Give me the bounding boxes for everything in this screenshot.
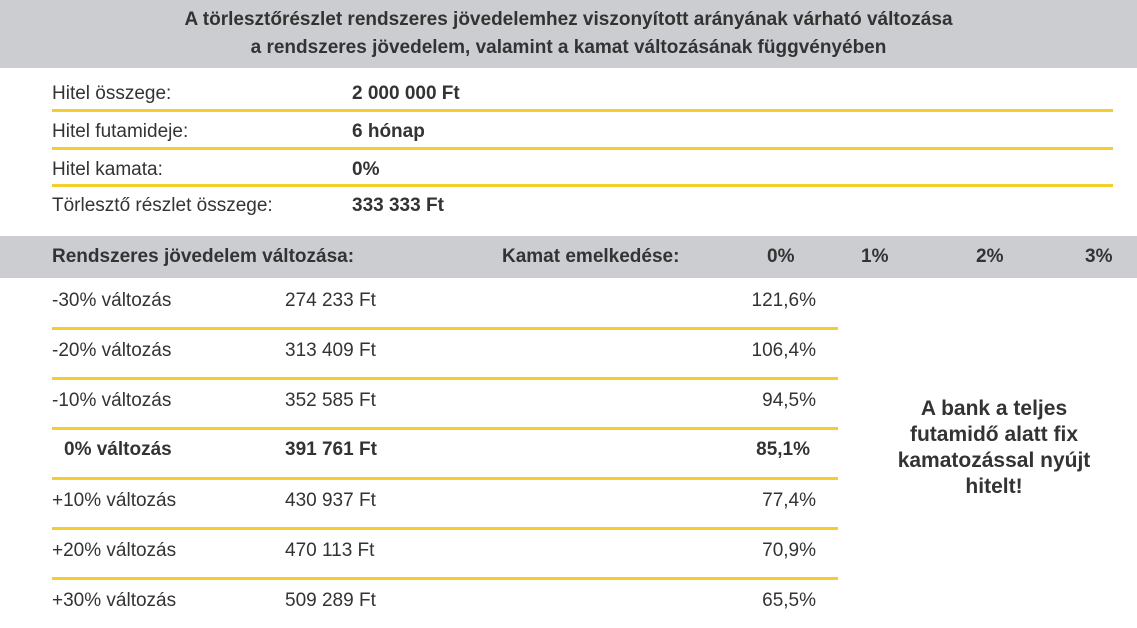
table-row	[0, 478, 840, 528]
income-cell: 352 585 Ft	[285, 390, 376, 411]
loan-term-value: 6 hónap	[352, 121, 425, 142]
ratio-cell: 70,9%	[762, 540, 816, 561]
loan-interest-value: 0%	[352, 159, 380, 180]
ratio-cell: 106,4%	[751, 340, 816, 361]
rate-header-1: 1%	[861, 246, 889, 267]
loan-term-row	[52, 110, 1113, 147]
income-cell: 313 409 Ft	[285, 340, 376, 361]
ratio-cell: 65,5%	[762, 590, 816, 611]
change-cell: -20% változás	[52, 340, 172, 361]
income-cell: 509 289 Ft	[285, 590, 376, 611]
title-line-1: A törlesztőrészlet rendszeres jövedelemhez viszonyított arányának várható változása	[184, 9, 953, 30]
table-row	[0, 328, 840, 378]
table-row	[0, 578, 840, 628]
change-cell: -10% változás	[52, 390, 172, 411]
ratio-cell: 77,4%	[762, 490, 816, 511]
table-header	[0, 236, 1137, 278]
table-row	[0, 528, 840, 578]
table-row-baseline	[0, 427, 840, 477]
loan-amount-label: Hitel összege:	[52, 83, 172, 104]
income-cell: 470 113 Ft	[285, 540, 375, 561]
change-cell: -30% változás	[52, 290, 172, 311]
title-line-2: a rendszeres jövedelem, valamint a kamat változásának függvényében	[250, 37, 887, 58]
income-cell: 430 937 Ft	[285, 490, 376, 511]
fixed-rate-note: A bank a teljes futamidő alatt fix kamatozással nyújt hitelt!	[897, 397, 1091, 498]
income-cell: 391 761 Ft	[285, 439, 377, 460]
ratio-cell: 85,1%	[756, 439, 810, 460]
change-cell: +30% változás	[52, 590, 177, 611]
rate-header-0: 0%	[767, 246, 795, 267]
interest-increase-header: Kamat emelkedése:	[502, 246, 680, 267]
installment-value: 333 333 Ft	[352, 195, 444, 216]
loan-interest-label: Hitel kamata:	[52, 159, 163, 180]
ratio-cell: 94,5%	[762, 390, 816, 411]
table-row	[0, 378, 840, 428]
rate-header-2: 2%	[976, 246, 1004, 267]
change-cell: +10% változás	[52, 490, 177, 511]
loan-interest-row	[52, 148, 1113, 185]
ratio-cell: 121,6%	[751, 290, 816, 311]
change-cell: 0% változás	[64, 439, 172, 460]
income-cell: 274 233 Ft	[285, 290, 376, 311]
loan-term-label: Hitel futamideje:	[52, 121, 189, 142]
income-change-header: Rendszeres jövedelem változása:	[52, 246, 355, 267]
loan-amount-value: 2 000 000 Ft	[352, 83, 460, 104]
title-band	[0, 0, 1137, 68]
rate-header-3: 3%	[1085, 246, 1113, 267]
change-cell: +20% változás	[52, 540, 177, 561]
installment-label: Törlesztő részlet összege:	[52, 195, 273, 216]
loan-amount-row	[52, 72, 1113, 109]
table-row	[0, 278, 840, 328]
installment-row	[52, 184, 1113, 221]
